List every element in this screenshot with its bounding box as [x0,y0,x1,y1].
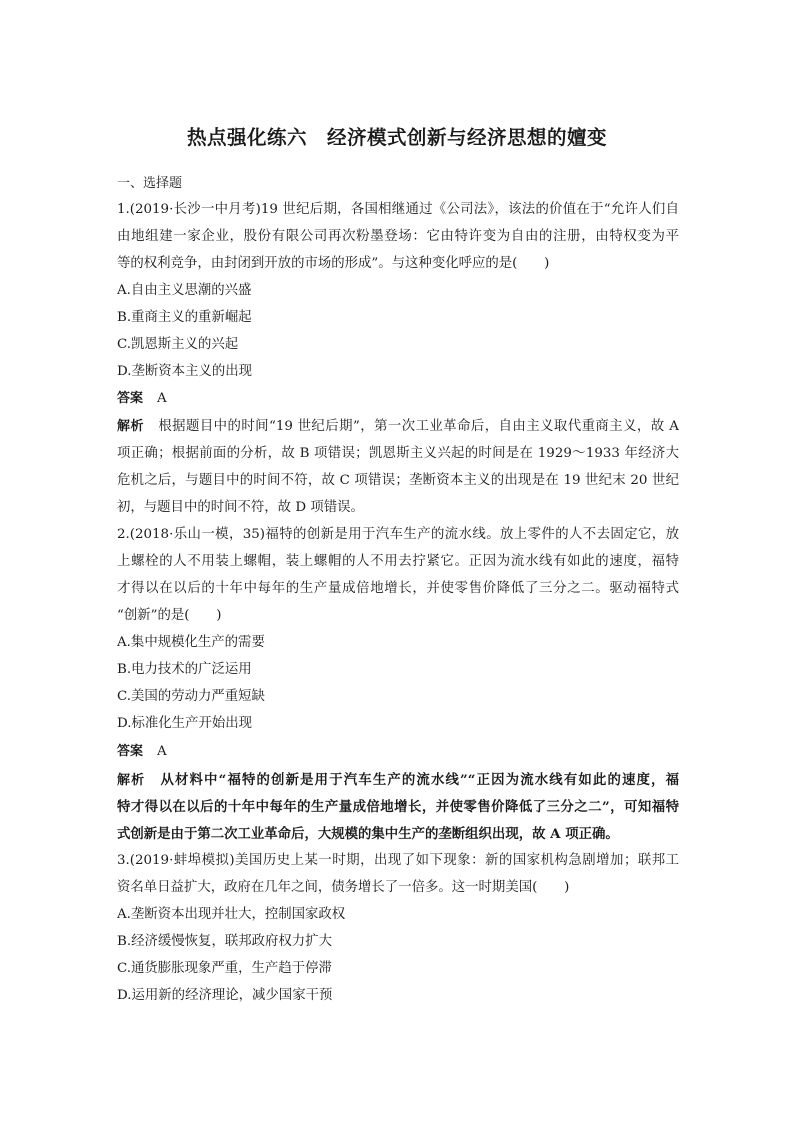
q2-stem-line-3: 才得以在以后的十年中每年的生产量成倍地增长，并使零售价降低了三分之二。驱动福特式 [117,581,679,596]
q2-analysis-line-3: 式创新是由于第二次工业革命后，大规模的集中生产的垄断组织出现，故 A 项正确。 [117,826,619,842]
q1-stem-line-3: 等的权利竞争，由封闭到开放的市场的形成”。与这种变化呼应的是( ) [117,256,550,271]
q2-analysis-line-2: 特才得以在以后的十年中每年的生产量成倍地增长，并使零售价降低了三分之二”，可知福特 [117,799,679,815]
q2-option-c: C.美国的劳动力严重短缺 [117,689,265,704]
analysis-text: 从材料中“福特的创新是用于汽车生产的流水线”“正因为流水线有如此的速度，福 [159,772,679,788]
q1-option-a: A.自由主义思潮的兴盛 [117,283,252,298]
q2-option-d: D.标准化生产开始出现 [117,716,253,731]
q1-analysis-line-2: 项正确；根据前面的分析，故 B 项错误；凯恩斯主义兴起的时间是在 1929～1933 年经济大 [117,446,679,461]
page-title: 热点强化练六 经济模式创新与经济思想的嬗变 [186,126,607,149]
q2-option-a: A.集中规模化生产的需要 [117,635,265,650]
q3-stem-line-2: 资名单日益扩大，政府在几年之间，债务增长了一倍多。这一时期美国( ) [117,880,570,895]
answer-value: A [157,391,167,406]
q1-option-d: D.垄断资本主义的出现 [117,364,253,379]
q2-analysis-line-1 [117,771,679,790]
q2-option-b: B.电力技术的广泛运用 [117,662,252,677]
q1-option-c: C.凯恩斯主义的兴起 [117,337,239,352]
q3-option-b: B.经济缓慢恢复，联邦政府权力扩大 [117,934,332,949]
answer-label: 答案 [117,744,144,759]
answer-label: 答案 [117,391,144,406]
q1-option-b: B.重商主义的重新崛起 [117,310,252,325]
analysis-text: 根据题目中的时间“19 世纪后期”，第一次工业革命后，自由主义取代重商主义，故 A [157,419,679,434]
analysis-label: 解析 [117,773,146,788]
q3-option-c: C.通货膨胀现象严重，生产趋于停滞 [117,961,332,976]
q3-option-d: D.运用新的经济理论，减少国家干预 [117,988,333,1003]
q2-stem-line-4: “创新”的是( ) [117,608,222,623]
q1-analysis-line-3: 危机之后，与题目中的时间不符，故 C 项错误；垄断资本主义的出现是在 19 世纪末 20 世纪 [117,473,679,488]
q1-analysis-line-4: 初，与题目中的时间不符，故 D 项错误。 [117,500,364,515]
q1-analysis-line-1 [117,418,679,436]
q1-stem-line-1: 1.(2019·长沙一中月考)19 世纪后期，各国相继通过《公司法》，该法的价值在于“允许人们自 [117,202,679,217]
answer-value: A [157,744,167,759]
section-heading: 一、选择题 [117,176,183,191]
q2-stem-line-2: 上螺栓的人不用装上螺帽，装上螺帽的人不用去拧紧它。正因为流水线有如此的速度，福特 [117,554,679,569]
analysis-label: 解析 [117,419,144,434]
q3-option-a: A.垄断资本出现并壮大，控制国家政权 [117,907,346,922]
q3-stem-line-1: 3.(2019·蚌埠模拟)美国历史上某一时期，出现了如下现象：新的国家机构急剧增加；联邦工 [117,853,679,868]
q1-stem-line-2: 由地组建一家企业，股份有限公司再次粉墨登场：它由特许变为自由的注册，由特权变为平 [117,229,679,244]
q2-answer [117,743,679,761]
q1-answer [117,390,679,408]
q2-stem-line-1: 2.(2018·乐山一模，35)福特的创新是用于汽车生产的流水线。放上零件的人不去固定它，放 [117,527,679,542]
